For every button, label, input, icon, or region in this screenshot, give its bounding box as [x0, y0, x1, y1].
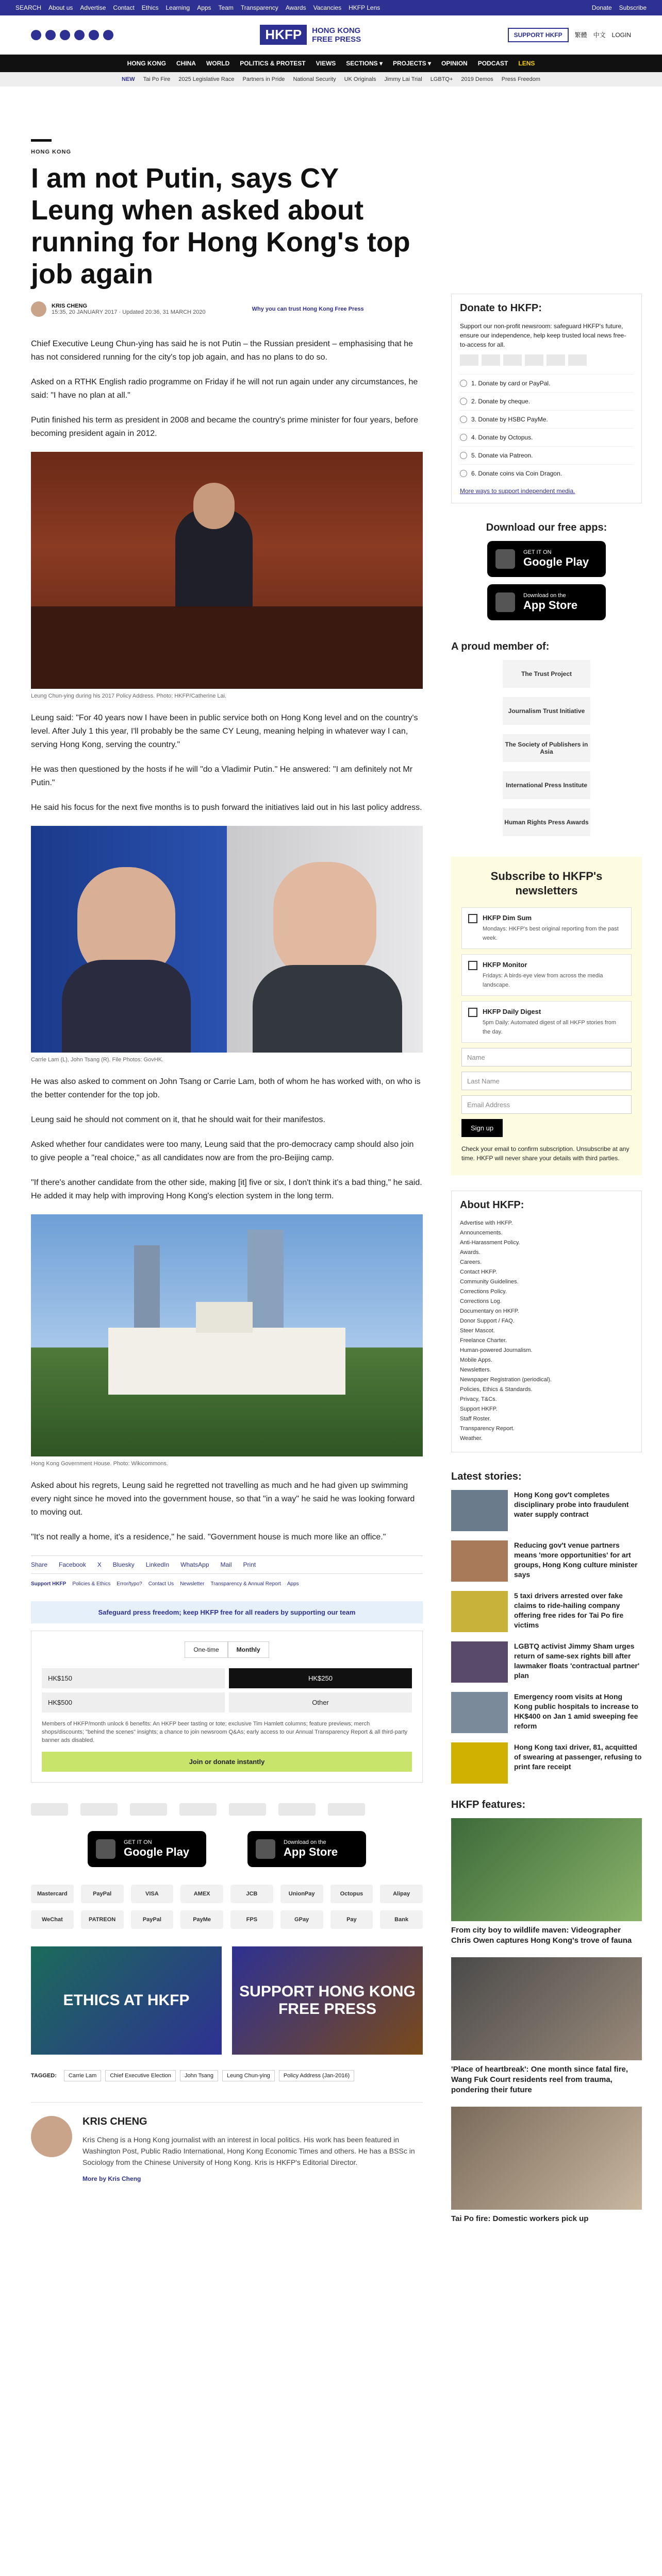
newsletter-option[interactable] — [461, 907, 632, 949]
byline: KRIS CHENG 15:35, 20 JANUARY 2017 · Updated 20:36, 31 MARCH 2020 Why you can trust Hong Kong Free Press — [31, 301, 423, 317]
google-play-icon — [96, 1839, 115, 1859]
share-bar — [31, 1555, 423, 1574]
donate-option[interactable] — [460, 428, 633, 446]
feature-item[interactable] — [451, 1957, 642, 2095]
about-link[interactable]: Anti-Harassment Policy. — [460, 1240, 520, 1246]
trending-bar — [0, 72, 662, 87]
photo-caption: Carrie Lam (L), John Tsang (R). File Photos: GovHK. — [31, 1057, 164, 1063]
article-photo-leung — [31, 452, 423, 689]
tag[interactable]: John Tsang — [180, 2070, 218, 2081]
member-logo[interactable]: The Society of Publishers in Asia — [503, 734, 590, 762]
story-title: Reducing gov't venue partners means 'more opportunities' for art groups, Hong Kong culture minister says — [514, 1541, 638, 1579]
google-play-button[interactable] — [88, 1831, 206, 1867]
donation-box — [31, 1631, 423, 1783]
nav-item[interactable]: HONG KONG — [127, 60, 166, 67]
nav-item[interactable]: POLITICS & PROTEST — [240, 60, 306, 67]
google-play-button[interactable] — [487, 541, 606, 577]
top-link[interactable]: Ethics — [141, 4, 159, 11]
paragraph: "If there's another candidate from the other side, making [it] five or six, I don't think it's a bad thing," he said. He added it may help with improving Hong Kong's election system in the long term. — [31, 1178, 422, 1200]
photo-caption: Hong Kong Government House. Photo: Wikicommons. — [31, 1461, 168, 1467]
radio-icon — [460, 380, 467, 387]
radio-icon — [460, 470, 467, 477]
sidebar — [451, 294, 642, 2235]
more-by-author-link[interactable]: More by Kris Cheng — [82, 2175, 141, 2182]
x-icon[interactable] — [45, 30, 56, 40]
member-list — [451, 660, 642, 836]
member-logos — [31, 1803, 423, 1816]
feature-item[interactable] — [451, 1818, 642, 1946]
video-support[interactable] — [232, 1946, 423, 2055]
about-link[interactable]: Corrections Policy. — [460, 1289, 507, 1295]
about-link[interactable]: Community Guidelines. — [460, 1279, 519, 1285]
paragraph: Asked on a RTHK English radio programme on Friday if he will not run again under any circumstances, he said: "I have no plan at all." — [31, 378, 418, 400]
ipi-logo[interactable] — [179, 1803, 217, 1816]
top-link[interactable]: Team — [218, 4, 234, 11]
as-label: App Store — [523, 599, 578, 612]
paragraph: He was also asked to comment on John Tsang or Carrie Lam, both of whom he has worked with, on who is the better contender for the top job. — [31, 1077, 421, 1099]
last-name-field[interactable]: Last Name — [461, 1072, 632, 1090]
payment-icon[interactable]: UnionPay — [280, 1885, 323, 1903]
newsletter-fine-print: Check your email to confirm subscription. Unsubscribe at any time. HKFP will never share your details with third parties. — [461, 1145, 630, 1162]
footer-links — [31, 1581, 423, 1587]
payment-icon[interactable]: Alipay — [380, 1885, 423, 1903]
story-item[interactable] — [451, 1641, 642, 1683]
signup-button[interactable]: Sign up — [461, 1119, 503, 1137]
share-print[interactable]: Print — [243, 1561, 256, 1568]
share-mail[interactable]: Mail — [220, 1561, 232, 1568]
search-link[interactable]: SEARCH — [15, 4, 42, 11]
top-bar — [0, 0, 662, 15]
paragraph: "It's not really a home, it's a residence," he said. "Government house is much more like an office." — [31, 1533, 386, 1541]
app-buttons — [31, 1831, 423, 1867]
update-date: Updated 20:36, 31 MARCH 2020 — [122, 309, 206, 315]
payment-icon[interactable]: JCB — [230, 1885, 273, 1903]
features-title: HKFP features: — [451, 1799, 526, 1810]
story-item[interactable] — [451, 1591, 642, 1632]
article-title: I am not Putin, says CY Leung when asked about running for Hong Kong's top job again — [31, 163, 410, 290]
payment-icon[interactable]: Mastercard — [31, 1885, 74, 1903]
payment-icon[interactable]: AMEX — [180, 1885, 223, 1903]
story-title: LGBTQ activist Jimmy Sham urges return of same-sex rights bill after lawmaker floats 'contractual partner' plan — [514, 1642, 640, 1680]
newsletter-name: HKFP Monitor — [483, 961, 527, 969]
story-title: Emergency room visits at Hong Kong public hospitals to increase to HK$400 on Jan 1 amid sweeping fee reform — [514, 1692, 639, 1730]
card-icon — [503, 354, 522, 366]
donate-title: Donate to HKFP: — [460, 302, 542, 314]
article-photo-government-house — [31, 1214, 423, 1456]
threads-icon[interactable] — [89, 30, 99, 40]
radio-icon — [460, 416, 467, 423]
about-title: About HKFP: — [460, 1199, 524, 1211]
logo-mark: HKFP — [260, 25, 307, 45]
subscribe-link[interactable]: Subscribe — [619, 4, 647, 11]
footer-link[interactable]: Contact Us — [148, 1581, 174, 1587]
about-link[interactable]: Weather. — [460, 1435, 483, 1442]
share-label: Share — [31, 1561, 48, 1568]
trust-badge[interactable]: Why you can trust Hong Kong Free Press — [252, 306, 364, 312]
name-field[interactable]: Name — [461, 1048, 632, 1066]
newsletter-name: HKFP Dim Sum — [483, 914, 532, 922]
site-logo[interactable] — [260, 25, 361, 45]
bio-name[interactable]: KRIS CHENG — [82, 2116, 147, 2127]
story-item[interactable] — [451, 1490, 642, 1531]
trending-link[interactable]: Jimmy Lai Trial — [384, 76, 422, 82]
other-logo[interactable] — [328, 1803, 365, 1816]
footer-link[interactable]: Apps — [287, 1581, 299, 1587]
amount-option-selected[interactable]: HK$250 — [229, 1668, 412, 1688]
amount-option-other[interactable]: Other — [229, 1692, 412, 1713]
about-link[interactable]: Mobile Apps. — [460, 1357, 492, 1363]
instagram-icon[interactable] — [60, 30, 70, 40]
author-avatar-large — [31, 2116, 72, 2157]
top-link[interactable]: Learning — [166, 4, 190, 11]
donate-text: Support our non-profit newsroom: safeguard HKFP's future, ensure our independence, help keep trusted local news free-to-access for all. — [460, 323, 626, 348]
latest-list — [451, 1490, 642, 1784]
membership-note: Members of HKFP/month unlock 6 benefits: An HKFP beer tasting or tote; exclusive Tim Hamlett columns; feature previews; merch shops/discounts; "behind the scenes" insights; a chance to join newsroom Q&As; early access to our Annual Transparency Report & all third-party banner ads disabled. — [42, 1721, 408, 1743]
payment-icon[interactable]: PATREON — [81, 1910, 124, 1929]
newsletter-name: HKFP Daily Digest — [483, 1008, 541, 1015]
paragraph: Leung said he should not comment on it, that he should wait for their manifestos. — [31, 1115, 325, 1124]
about-link[interactable]: Human-powered Journalism. — [460, 1347, 533, 1353]
feature-item[interactable] — [451, 2107, 642, 2224]
payment-icon[interactable]: PayMe — [180, 1910, 223, 1929]
story-thumbnail — [451, 1591, 508, 1632]
bluesky-icon[interactable] — [103, 30, 113, 40]
nav-item[interactable]: PODCAST — [477, 60, 508, 67]
top-link[interactable]: Apps — [197, 4, 211, 11]
join-button[interactable]: Join or donate instantly — [42, 1752, 412, 1772]
about-link[interactable]: Newsletters. — [460, 1367, 491, 1373]
payment-icon[interactable]: FPS — [230, 1910, 273, 1929]
feature-image — [451, 1957, 642, 2060]
member-logo[interactable]: The Trust Project — [503, 660, 590, 688]
app-store-button[interactable] — [487, 584, 606, 620]
other-logo[interactable] — [278, 1803, 316, 1816]
donate-link[interactable]: Donate — [591, 4, 612, 11]
trust-project-logo[interactable] — [31, 1803, 68, 1816]
more-ways-link[interactable]: More ways to support independent media. — [460, 487, 575, 495]
paragraph: Putin finished his term as president in 2008 and became the country's prime minister for four years, before becoming president again in 2012. — [31, 416, 418, 438]
tags-label: TAGGED: — [31, 2073, 57, 2079]
about-link[interactable]: Privacy, T&Cs. — [460, 1396, 497, 1402]
article-photo-candidates — [31, 826, 423, 1053]
newsletter-desc: 5pm Daily: Automated digest of all HKFP stories from the day. — [483, 1020, 617, 1035]
share-x[interactable]: X — [97, 1561, 102, 1568]
app-store-button[interactable] — [247, 1831, 366, 1867]
share-facebook[interactable]: Facebook — [59, 1561, 86, 1568]
card-icon — [525, 354, 543, 366]
tag[interactable]: Carrie Lam — [64, 2070, 101, 2081]
radio-icon — [460, 398, 467, 405]
feature-title: From city boy to wildlife maven: Videographer Chris Owen captures Hong Kong's trove of fauna — [451, 1926, 632, 1945]
checkbox-icon — [468, 914, 477, 923]
payment-icon[interactable]: Bank — [380, 1910, 423, 1929]
support-button[interactable]: SUPPORT HKFP — [508, 28, 569, 42]
tag[interactable]: Policy Address (Jan-2016) — [279, 2070, 354, 2081]
masthead — [0, 15, 662, 55]
payment-icon[interactable]: WeChat — [31, 1910, 74, 1929]
feature-title: Tai Po fire: Domestic workers pick up — [451, 2214, 589, 2223]
story-item[interactable] — [451, 1692, 642, 1733]
tag[interactable]: Leung Chun-ying — [222, 2070, 275, 2081]
donate-option-label: 3. Donate by HSBC PayMe. — [471, 416, 548, 423]
story-item[interactable] — [451, 1540, 642, 1582]
donate-option[interactable] — [460, 374, 633, 392]
share-linkedin[interactable]: LinkedIn — [145, 1561, 170, 1568]
about-widget — [451, 1191, 642, 1452]
apple-icon — [256, 1839, 275, 1859]
top-link[interactable]: About us — [48, 4, 73, 11]
newsletter-desc: Mondays: HKFP's best original reporting from the past week. — [483, 926, 619, 941]
paragraph: Leung said: "For 40 years now I have been in public service both on Hong Kong level and on the country's level. After July 1 this year, I'll probably be the same CY Leung, meaning helping in whatever way I can, serving Hong Kong, serving the country." — [31, 714, 418, 749]
video-ethics[interactable] — [31, 1946, 222, 2055]
story-item[interactable] — [451, 1742, 642, 1784]
member-logo[interactable]: Journalism Trust Initiative — [503, 697, 590, 725]
top-link[interactable]: Advertise — [80, 4, 106, 11]
youtube-icon[interactable] — [74, 30, 85, 40]
video-row — [31, 1946, 423, 2055]
main-nav — [0, 55, 662, 72]
donate-option-label: 4. Donate by Octopus. — [471, 434, 533, 441]
gp-label: Google Play — [124, 1845, 190, 1858]
trending-link[interactable]: UK Originals — [344, 76, 376, 82]
card-icon — [482, 354, 500, 366]
footer-link[interactable]: Support HKFP — [31, 1581, 67, 1587]
tag-list — [31, 2070, 423, 2081]
donate-widget — [451, 294, 642, 503]
story-title: 5 taxi drivers arrested over fake claims to ride-hailing company offering free rides for Tai Po fire victims — [514, 1591, 624, 1629]
trending-link[interactable]: National Security — [293, 76, 336, 82]
paragraph: Asked whether four candidates were too many, Leung said that the pro-democracy camp should also join to give people a "real choice," as all candidates now are from the pro-Beijing camp. — [31, 1140, 414, 1162]
gp-small: GET IT ON — [124, 1839, 152, 1845]
about-link[interactable]: Newspaper Registration (periodical). — [460, 1377, 552, 1383]
paragraph: He was then questioned by the hosts if he will "do a Vladimir Putin." He answered: "I am definitely not Mr Putin." — [31, 765, 413, 787]
paragraph: He said his focus for the next five months is to push forward the initiatives laid out in his last policy address. — [31, 803, 422, 812]
as-small: Download on the — [523, 592, 566, 599]
feature-title: 'Place of heartbreak': One month since fatal fire, Wang Fuk Court residents reel from trauma, pondering their future — [451, 2065, 628, 2094]
trending-link[interactable]: Tai Po Fire — [143, 76, 171, 82]
trending-link[interactable]: LGBTQ+ — [430, 76, 453, 82]
story-thumbnail — [451, 1692, 508, 1733]
footer-link[interactable]: Newsletter — [180, 1581, 205, 1587]
story-title: Hong Kong taxi driver, 81, acquitted of swearing at passenger, refusing to print fare receipt — [514, 1743, 642, 1771]
tab-one-time[interactable]: One-time — [185, 1641, 227, 1658]
about-link[interactable]: Documentary on HKFP. — [460, 1308, 519, 1314]
about-link[interactable]: Advertise with HKFP. — [460, 1220, 513, 1226]
language-link-2[interactable]: 中文 — [593, 31, 606, 39]
donate-option-label: 1. Donate by card or PayPal. — [471, 380, 551, 387]
logo-name-2: FREE PRESS — [312, 35, 361, 44]
hrpa-logo[interactable] — [229, 1803, 266, 1816]
tag[interactable]: Chief Executive Election — [105, 2070, 176, 2081]
about-link[interactable]: Steer Mascot. — [460, 1328, 495, 1334]
paragraph: Asked about his regrets, Leung said he regretted not travelling as much and he had given up swimming every night since he moved into the government house, so that "in a way" he said he was looking forward to moving out. — [31, 1481, 415, 1517]
jti-logo[interactable] — [80, 1803, 118, 1816]
sidebar-app-buttons — [451, 541, 642, 620]
about-link[interactable]: Corrections Log. — [460, 1298, 502, 1304]
nav-item-lens[interactable]: LENS — [518, 60, 535, 67]
about-link[interactable]: Transparency Report. — [460, 1426, 515, 1432]
payment-icon[interactable]: Octopus — [330, 1885, 373, 1903]
nav-item[interactable]: WORLD — [206, 60, 230, 67]
newsletter-option[interactable] — [461, 954, 632, 996]
top-link[interactable]: Contact — [113, 4, 135, 11]
feature-image — [451, 2107, 642, 2210]
checkbox-icon — [468, 1008, 477, 1017]
card-icon — [568, 354, 587, 366]
donate-option[interactable] — [460, 446, 633, 464]
about-link[interactable]: Donor Support / FAQ. — [460, 1318, 515, 1324]
story-thumbnail — [451, 1490, 508, 1531]
top-link[interactable]: Vacancies — [313, 4, 342, 11]
payment-icon[interactable]: VISA — [131, 1885, 174, 1903]
radio-icon — [460, 434, 467, 441]
paragraph: Chief Executive Leung Chun-ying has said he is not Putin – the Russian president – emphasising that he has not considered running for the city's top job again, and has no plans to do so. — [31, 340, 413, 362]
member-logo[interactable]: Human Rights Press Awards — [503, 808, 590, 836]
payment-mini-icons — [460, 354, 633, 366]
member-logo[interactable]: International Press Institute — [503, 771, 590, 799]
gp-label: Google Play — [523, 555, 589, 568]
share-whatsapp[interactable]: WhatsApp — [180, 1561, 209, 1568]
payment-icon[interactable]: Pay — [330, 1910, 373, 1929]
story-thumbnail — [451, 1641, 508, 1683]
logo-name-1: HONG KONG — [312, 26, 361, 35]
footer-link[interactable]: Error/typo? — [117, 1581, 142, 1587]
nav-item[interactable]: VIEWS — [316, 60, 336, 67]
publish-date: 15:35, 20 JANUARY 2017 — [52, 309, 118, 315]
newsletter-title: Subscribe to HKFP's newsletters — [490, 870, 603, 897]
feature-image — [451, 1818, 642, 1921]
article-category[interactable]: HONG KONG — [31, 149, 72, 155]
donate-option-label: 5. Donate via Patreon. — [471, 452, 533, 459]
newsletter-option[interactable] — [461, 1001, 632, 1043]
footer-link[interactable]: Transparency & Annual Report — [210, 1581, 281, 1587]
footer-link[interactable]: Policies & Ethics — [72, 1581, 111, 1587]
about-link[interactable]: Careers. — [460, 1259, 482, 1265]
payment-icon[interactable]: GPay — [280, 1910, 323, 1929]
payment-icon[interactable]: PayPal — [131, 1910, 174, 1929]
payment-methods — [31, 1885, 423, 1929]
latest-title: Latest stories: — [451, 1471, 522, 1482]
facebook-icon[interactable] — [31, 30, 41, 40]
amount-option[interactable]: HK$500 — [42, 1692, 225, 1713]
about-link[interactable]: Policies, Ethics & Standards. — [460, 1386, 533, 1393]
gp-small: GET IT ON — [523, 549, 552, 555]
social-icons — [31, 30, 113, 40]
email-field[interactable]: Email Address — [461, 1095, 632, 1114]
nav-item[interactable]: CHINA — [176, 60, 196, 67]
about-link[interactable]: Staff Roster. — [460, 1416, 491, 1422]
as-label: App Store — [284, 1845, 338, 1858]
video-title: SUPPORT HONG KONG FREE PRESS — [239, 1983, 416, 2018]
article-column — [31, 139, 423, 2183]
checkbox-icon — [468, 961, 477, 970]
payment-icon[interactable]: PayPal — [81, 1885, 124, 1903]
trending-label: NEW — [122, 76, 135, 82]
nav-item[interactable]: SECTIONS ▾ — [346, 60, 383, 67]
trending-link[interactable]: 2025 Legislative Race — [178, 76, 235, 82]
apple-icon — [495, 592, 515, 612]
donate-option-label: 2. Donate by cheque. — [471, 398, 531, 405]
sopa-logo[interactable] — [130, 1803, 167, 1816]
top-link[interactable]: Awards — [285, 4, 306, 11]
bio-text: Kris Cheng is a Hong Kong journalist with an interest in local politics. His work has been featured in Washington Post, Public Radio International, Hong Kong Economic Times and others. He has a BSSc in Sociology from the Chinese University of Hong Kong. Kris is HKFP's Editorial Director. — [82, 2136, 415, 2166]
language-link[interactable]: 繁體 — [574, 31, 587, 39]
donate-strip[interactable]: Safeguard press freedom; keep HKFP free for all readers by supporting our team — [31, 1601, 423, 1623]
donate-option[interactable] — [460, 464, 633, 482]
trending-link[interactable]: Partners in Pride — [242, 76, 285, 82]
about-link[interactable]: Freelance Charter. — [460, 1337, 507, 1344]
proud-title: A proud member of: — [451, 641, 550, 652]
card-icon — [460, 354, 478, 366]
tab-monthly[interactable]: Monthly — [228, 1641, 269, 1658]
top-link[interactable]: HKFP Lens — [349, 4, 380, 11]
newsletter-widget — [451, 857, 642, 1175]
newsletter-desc: Fridays: A birds-eye view from across the media landscape. — [483, 973, 603, 988]
author-avatar — [31, 301, 46, 317]
author-bio — [31, 2102, 423, 2183]
about-link[interactable]: Awards. — [460, 1249, 481, 1256]
category-bar — [31, 139, 52, 142]
video-title: ETHICS AT HKFP — [63, 1992, 190, 2009]
photo-caption: Leung Chun-ying during his 2017 Policy Address. Photo: HKFP/Catherine Lai. — [31, 693, 227, 699]
card-icon — [547, 354, 565, 366]
radio-icon — [460, 452, 467, 459]
amount-option[interactable]: HK$150 — [42, 1668, 225, 1688]
nav-item[interactable]: PROJECTS ▾ — [392, 60, 432, 67]
google-play-icon — [495, 549, 515, 569]
story-thumbnail — [451, 1742, 508, 1784]
trending-link[interactable]: 2019 Demos — [461, 76, 493, 82]
nav-item[interactable]: OPINION — [441, 60, 468, 67]
apps-title: Download our free apps: — [486, 522, 607, 533]
about-link[interactable]: Support HKFP. — [460, 1406, 498, 1412]
as-small: Download on the — [284, 1839, 326, 1845]
top-link[interactable]: Transparency — [240, 4, 278, 11]
trending-link[interactable]: Press Freedom — [501, 76, 540, 82]
donate-option-label: 6. Donate coins via Coin Dragon. — [471, 470, 562, 477]
story-title: Hong Kong gov't completes disciplinary probe into fraudulent water supply contract — [514, 1490, 629, 1518]
story-thumbnail — [451, 1540, 508, 1582]
donate-option[interactable] — [460, 392, 633, 410]
share-bluesky[interactable]: Bluesky — [112, 1561, 135, 1568]
donate-option[interactable] — [460, 410, 633, 428]
about-link[interactable]: Contact HKFP. — [460, 1269, 497, 1275]
author-name[interactable]: KRIS CHENG — [52, 303, 88, 309]
login-link[interactable]: LOGIN — [611, 31, 631, 39]
about-link[interactable]: Announcements. — [460, 1230, 503, 1236]
